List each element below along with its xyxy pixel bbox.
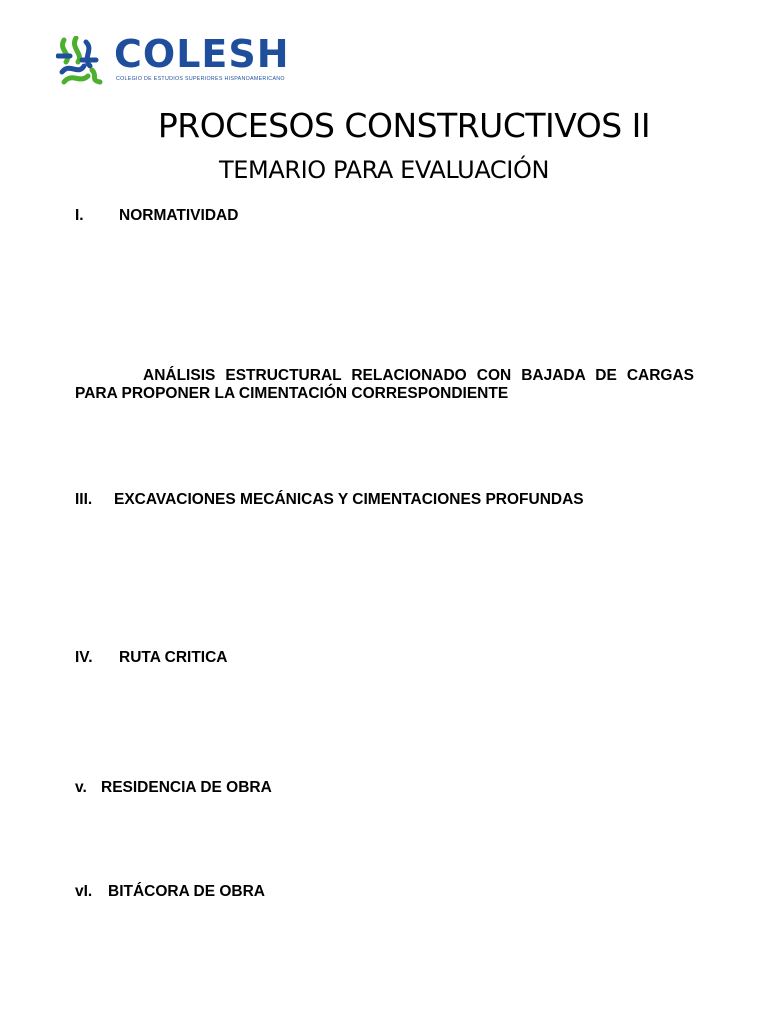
colesh-logo (56, 32, 316, 86)
topic-label: NORMATIVIDAD (119, 207, 239, 224)
document-title: PROCESOS CONSTRUCTIVOS II (157, 106, 651, 145)
topic-item (75, 883, 265, 901)
topic-number: IV. (75, 649, 93, 666)
topic-label: RUTA CRITICA (119, 649, 228, 666)
topic-label: ANÁLISIS ESTRUCTURAL RELACIONADO CON BAJADA DE CARGAS PARA PROPONER LA CIMENTACIÓN CORRESPONDIENTE (75, 367, 694, 402)
topic-item (75, 207, 238, 225)
topic-number: III. (75, 491, 93, 508)
topic-number: vI. (75, 883, 93, 900)
topic-item (75, 367, 694, 403)
colesh-logo-icon (56, 36, 108, 86)
topic-number: v. (75, 779, 87, 796)
topic-label: EXCAVACIONES MECÁNICAS Y CIMENTACIONES PROFUNDAS (114, 491, 584, 508)
topic-label: BITÁCORA DE OBRA (108, 883, 266, 900)
document-subtitle: TEMARIO PARA EVALUACIÓN (218, 156, 549, 184)
logo-wordmark: COLESH (114, 32, 290, 76)
topic-label: RESIDENCIA DE OBRA (101, 779, 272, 796)
topic-number: I. (75, 207, 84, 224)
topic-item (75, 491, 584, 509)
topic-item (75, 649, 228, 667)
logo-tagline: COLEGIO DE ESTUDIOS SUPERIORES HISPANOAMERICANO (116, 76, 285, 82)
topic-item (75, 779, 272, 797)
